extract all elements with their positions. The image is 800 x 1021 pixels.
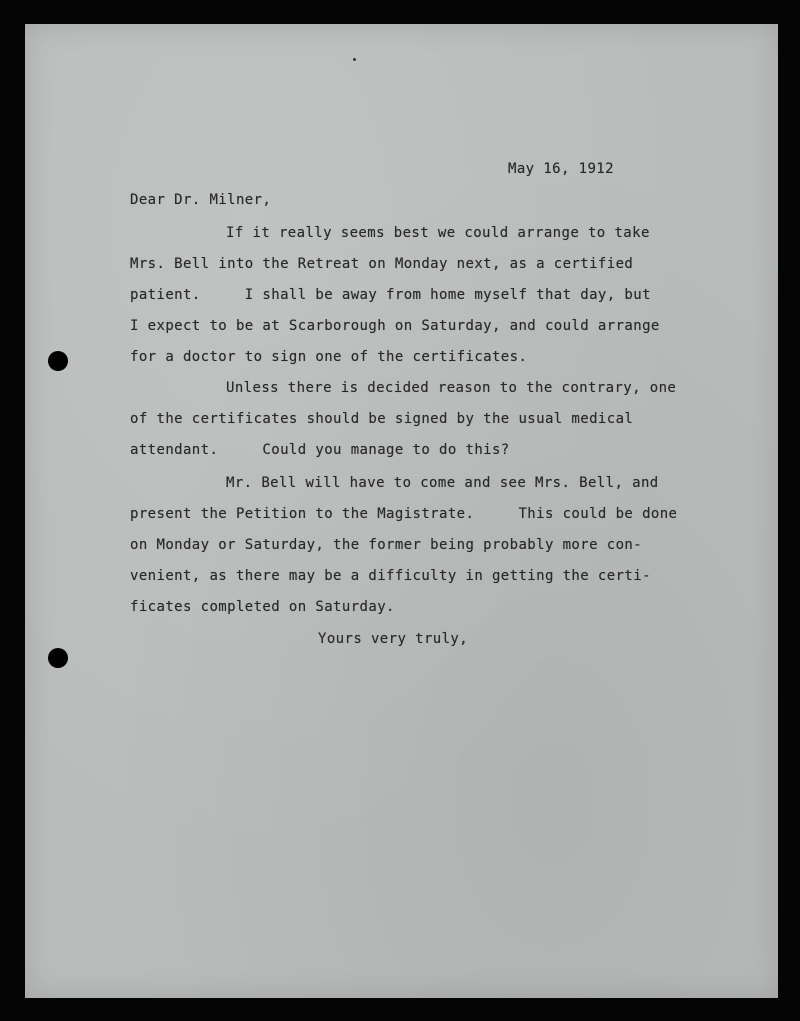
paragraph-1-line-3: patient. I shall be away from home myself that day, but [130, 287, 651, 303]
salutation: Dear Dr. Milner, [130, 192, 272, 208]
letter-date: May 16, 1912 [508, 161, 614, 177]
paragraph-3-line-4: venient, as there may be a difficulty in getting the certi- [130, 568, 651, 584]
paragraph-1-line-1: If it really seems best we could arrange to take [226, 225, 650, 241]
paragraph-3-line-5: ficates completed on Saturday. [130, 599, 395, 615]
paragraph-3-line-2: present the Petition to the Magistrate. This could be done [130, 506, 678, 522]
paragraph-1-line-2: Mrs. Bell into the Retreat on Monday next, as a certified [130, 256, 634, 272]
paragraph-2-line-3: attendant. Could you manage to do this? [130, 442, 510, 458]
paper-speck [353, 58, 356, 61]
paragraph-3-line-3: on Monday or Saturday, the former being probably more con- [130, 537, 643, 553]
punch-hole-bottom [48, 648, 68, 668]
punch-hole-top [48, 351, 68, 371]
paragraph-1-line-4: I expect to be at Scarborough on Saturday, and could arrange [130, 318, 660, 334]
paragraph-2-line-2: of the certificates should be signed by the usual medical [130, 411, 634, 427]
paragraph-1-line-5: for a doctor to sign one of the certificates. [130, 349, 528, 365]
closing: Yours very truly, [318, 631, 469, 647]
paragraph-3-line-1: Mr. Bell will have to come and see Mrs. Bell, and [226, 475, 659, 491]
paragraph-2-line-1: Unless there is decided reason to the contrary, one [226, 380, 677, 396]
